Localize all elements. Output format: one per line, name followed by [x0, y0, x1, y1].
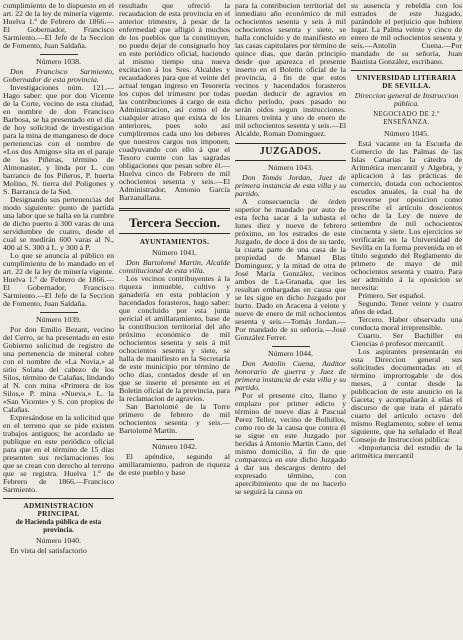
separator-rule: [40, 54, 78, 55]
notice-number: Número 1042.: [151, 442, 198, 451]
notice-paragraph: En vista del satisfactorio: [10, 546, 87, 555]
separator-rule: [3, 498, 114, 499]
notice-number: Número 1044.: [267, 349, 314, 358]
notice-number: Número 1040.: [35, 536, 82, 545]
section-title: JUZGADOS.: [235, 143, 346, 161]
separator-rule: [272, 346, 310, 347]
requirement-item: Tercero. Haber observado una conducta moral irreprensible.: [351, 315, 462, 332]
notice-number: Número 1045.: [383, 129, 430, 138]
department-heading: NEGOCIADO DE 2.º ENSEÑANZA.: [373, 111, 440, 126]
notice-issuer: Don Antolin Cuena, Auditor honorario de guerra y Juez de primera instancia de esta villa y su partido.: [235, 359, 346, 392]
section-heading: AYUNTAMIENTOS.: [139, 238, 210, 246]
column-3: [235, 2, 346, 638]
notice-paragraph: resultado que ofreció la recaudacion de esta provincia en el anterior trimestre, á pesar de la enfermedad que afligió á muchos de los pueblos que la constituyen, no puedo dejar de consignarlo hoy en este periódico oficial, haciendo al mismo tiempo una nueva excitacion á los Sres. Alcaldes y recaudadores para que el veinte del actual tengan ingreso en Tesorería los cupos del trimestre por todas las contribuciones á cargo de esta Administracion, así como el de cualquier atraso que exista de los anteriores, pues solo así cumpliremos cada uno los deberes que nuestros cargos nos imponen, coadyuvando con ello á que el Tesoro cuente con las sagradas obligaciones que pesan sobre él.—Huelva cinco de Febrero de mil ochocientos sesenta y seis.—El Administrador, Antonio García Barzanallana.: [119, 2, 230, 202]
notice-signature: San Bartolomé de la Torre primero de febrero de mil ochocientos sesenta y seis.—Bartolomé Martin.: [119, 402, 230, 435]
notice-paragraph: Designando sus pertenencias del modo siguiente: punto de partida una labor que se halla en la cumbre de dicho puerto á 300 varas de una servidumbre de cuatro, desde el cual se medirán 600 varas al N., 400 al S. 300 á L. y 300 á P.: [3, 195, 114, 252]
notice-paragraph: Investigaciones núm. 121.—Hago saber: que por don Vicente de la Corte, vecino de esta ciudad, en nombre de don Francisco Barbosa, se ha presentado en el dia de hoy solicitud de investigacion para la mina de manganeso de doce pertenencias con el nombre de «Los dos Amigos» sita en el paraje de las Piñeras, término de Almonaster, y linda por L. con barranco de los Piñeros, P. huerta Molino, N. tierra del Poligones y S. Barranca de la Sed.: [3, 83, 114, 196]
notice-paragraph: Por don Emilio Bezant, vecino del Cerro, se ha presentado en este Gobierno solicitud de registro de una pertenencia de mineral cobre con el nombre de «La Novia,» al sitio Solana del cabezo de los Silos, término de Calañas, lindando al N. con mina «Primera de los Silos,» P. mina «Nueva,» L. la «San Vicente» y S. con propios de Calañas.: [3, 325, 114, 414]
section-heading: UNIVERSIDAD LITERARIA DE SEVILLA.: [356, 74, 457, 90]
notice-paragraph: «Importancia del estudio de la aritmética mercantil: [351, 443, 462, 460]
column-4: [351, 2, 462, 638]
notice-number: Número 1039.: [35, 315, 82, 324]
requirement-item: Primero. Ser español.: [358, 291, 426, 300]
column-1: [3, 2, 114, 638]
notice-issuer: Don Francisco Sarmiento, Gobernador de esta provincia.: [3, 67, 114, 84]
requirement-item: Segundo. Tener veinte y cuatro años de edad.: [351, 299, 462, 316]
notice-number: Número 1043.: [267, 163, 314, 172]
notice-paragraph: Los vecinos contribuyentes á la riqueza inmueble, cultivo y ganadería en esta poblacion y hacendados forasteros, hago saber: que concluido por esta junta pericial el amillaramiento, base de la contribucion territorial del año próximo económico de mil ochocientos sesenta y seis á mil ochocientos sesenta y siete, se halla de manifiesto en la Secretaría de este municipio por término de ocho dias, contados desde el en que se inserte el presente en el Boletin oficial de la provincia, para la reclamacion de agravios.: [119, 274, 230, 403]
section-title: Tercera Seccion.: [119, 208, 230, 234]
notice-paragraph: su ausencia y rebeldía con los estrados de este Juzgado, parándole el perjuicio que hubiere lugar. La Palma veinte y cinco de enero de mil ochocientos sesenta y seis.—Antolin Cuena.—Por mandado de su señoría, Juan Bautista González, escribano.: [351, 2, 462, 66]
notice-paragraph: A consecuencia de órden superior he mandado por auto de esta fecha sacar á la subasta el lunes diez y nueve de febrero próximo, en los estrados de este Juzgado, de doce á dos de su tarde, la cuarta parte de una casa de la propiedad de Manuel Blas Dominguez, y la mitad de otra de José María González, vecinos ambos de La-Granada, que les resultan embargadas en causa que se les sigue en dicho Juzgado por hurto. Dado en Aracena á veinte y nueve de enero de mil ochocientos sesenta y seis.—Tomás Jordan.—Por mandado de su señoría.—José González Ferrer.: [235, 197, 346, 342]
separator-rule: [351, 70, 462, 71]
notice-paragraph: Lo que se anuncia al público en cumplimiento de lo mandado en el art. 22 de la ley de minería vigente. Huelva 1.º de Febrero de 1866.—El Gobernador, Francisco Sarmiento.—El Jefe de la Seccion de Fomento, Juan Saldaña.: [3, 251, 114, 308]
section-subheading: Direccion general de Instruccion pública.: [354, 91, 459, 108]
notice-number: Número 1038.: [35, 57, 82, 66]
column-2: [119, 2, 230, 638]
section-subheading: de Hacienda pública de esta provincia.: [15, 518, 102, 534]
separator-rule: [156, 439, 194, 440]
separator-rule: [40, 312, 78, 313]
notice-issuer: Don Bartolomé Martin, Alcalde constitucional de esta villa.: [119, 258, 230, 275]
notice-paragraph: Los aspirantes presentarán en esta Direccion general sus solicitudes documentadas en el término improrrogable de dos meses, á contar desde la publicacion de este anuncio en la Gaceta; y acompañarán á ellas el discurso de que trata el párrafo cuarto del artículo octavo del mismo Reglamento, sobre el tema siguiente, que ha señalado el Real Consejo de Instruccion pública:: [351, 347, 462, 444]
notice-paragraph: para la contribucion territorial del inmediato año económico de mil ochocientos sesenta y seis á mil ochocientos sesenta y siete, se halla concluido y de manifiesto en las casas capitulares por término de quince dias, que darán principio desde que aparezca el presente inserto en el Boletin oficial de la provincia, á fin de que estos vecinos y hacendados forasteros puedan deducir de agravios en dicho período, pues pasado no serán oidos segun instrucciones. Linares treinta y uno de enero de mil ochocientos sesenta y seis.—El Alcalde, Roman Dominguez.: [235, 2, 346, 138]
notice-issuer: Don Tomás Jordan, Juez de primera instancia de esta villa y su partido.: [235, 173, 346, 198]
notice-paragraph: Está vacante en la Escuela de Comercio de las Palmas de las Islas Canarias la cátedra de Aritmética mercantil y Algebra, y aplicacion á las prácticas de comercio, dotada con ochocientos escudos anuales, la cual ha de proveerse por oposicion como prescribe el artículo doscientos ocho de la Ley de nueve de setiembre de mil ochocientos cincuenta y siete. Los ejercicios se verificarán en la Universidad de Sevilla en la forma prevenida en el título segundo del Reglamento de primero de mayo de mil ochocientos sesenta y cuatro. Para ser admitido á la oposicion se necesita:: [351, 139, 462, 292]
notice-number: Número 1041.: [151, 248, 198, 257]
section-heading: ADMINISTRACION PRINCIPAL: [23, 502, 94, 518]
requirement-item: Cuarto. Ser Bachiller en Ciencias ó profesor mercantil.: [351, 331, 462, 348]
notice-paragraph: Expresándose en la solicitud que en el terreno que se pide existen trabajos antiguos; he acordado se publique en este periódico oficial para que en el término de 15 dias presenten sus reclamaciones los que se crean con derecho al terreno que se registra. Huelva 1.º de Febrero de 1866.—Francisco Sarmiento.: [3, 413, 114, 494]
notice-paragraph: Por el presente cito, llamo y emplazo por primer edicto y término de nueve dias á Pascual Perez Tellez, vecino de Bollullos, como reo de la causa que contra él se sigue en este Juzgado por heridas á Antonio Martin Cano, del mismo domicilio, á fin de que comparezca en este dicho Juzgado á dar sus descargos dentro del expresado término, con apercibimiento que de no hacerlo se seguirá la causa en: [235, 391, 346, 496]
notice-paragraph: cumplimiento de lo dispuesto en el art. 22 de la ley de minería vigente. Huelva 1.º de Febrero de 1866.—El Gobernador, Francisco Sarmiento.—El Jefe de la Seccion de Fomento, Juan Saldaña.: [3, 2, 114, 50]
notice-paragraph: El apéndice, segundo al amillaramiento, padron de riqueza de este pueblo y base: [119, 452, 230, 477]
